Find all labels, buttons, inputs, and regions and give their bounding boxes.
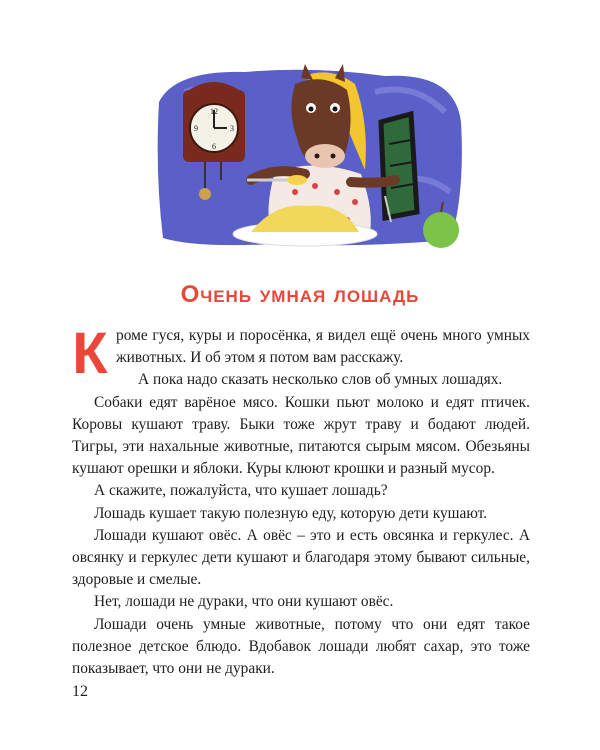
paragraph: Собаки едят варёное мясо. Кошки пьют молоко и едят птичек. Коровы кушают траву. Быки тоже жрут траву и бодают людей. Тигры, эти нахальные животные, питаются сырым мясом. Обезьяны кушают орешки и яблоки. Куры клюют крошки и разный мусор. xyxy=(72,393,530,478)
clock-number: 6 xyxy=(212,142,216,151)
horse-illustration xyxy=(155,62,465,252)
paragraph: А пока надо сказать несколько слов об умных лошадях. xyxy=(138,371,503,389)
paragraph: Нет, лошади не дураки, что они кушают овёс. xyxy=(94,593,394,611)
paragraph: Лошади очень умные животные, потому что они едят такое полезное детское блюдо. Вдобавок лошади любят сахар, это тоже показывает, что они не дураки. xyxy=(72,615,530,678)
paragraph: Лошадь кушает такую полезную еду, которую дети кушают. xyxy=(94,504,488,522)
clock-number: 3 xyxy=(230,124,234,133)
paragraph: роме гуся, куры и поросёнка, я видел ещё очень много умных животных. И об этом я потом вам расскажу. xyxy=(116,327,530,367)
clock-number: 9 xyxy=(194,124,198,133)
drop-cap xyxy=(70,327,110,377)
page-title: Очень умная лошадь xyxy=(180,281,420,308)
drop-cap-letter: К xyxy=(72,327,108,377)
clock-number: 12 xyxy=(210,107,218,116)
story-text xyxy=(72,325,530,680)
paragraph: Лошади кушают овёс. А овёс – это и есть овсянка и геркулес. А овсянку и геркулес дети кушают и благодаря этому бывают сильные, здоровые и смелые. xyxy=(72,526,530,589)
paragraph: А скажите, пожалуйста, что кушает лошадь? xyxy=(94,482,388,500)
page-number: 12 xyxy=(72,683,88,700)
